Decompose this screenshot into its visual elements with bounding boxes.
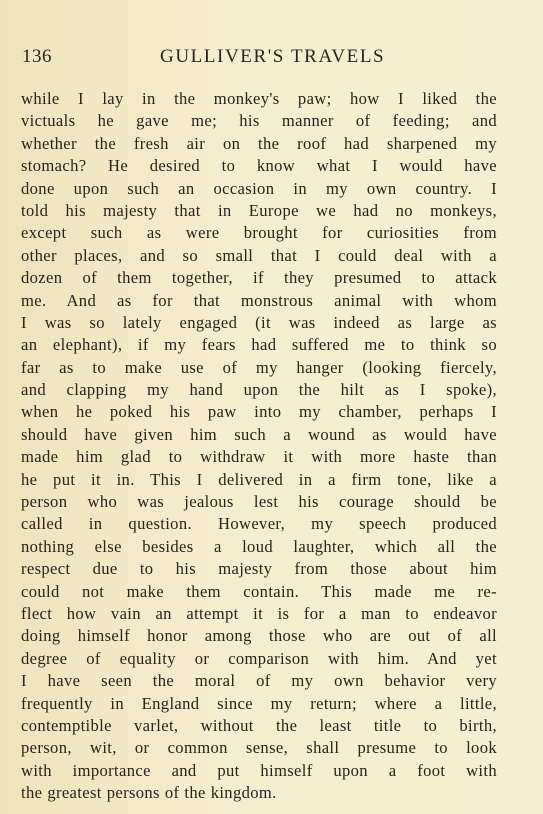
text-line: dozen of them together, if they presumed to attack (21, 268, 497, 288)
text-line: far as to make use of my hanger (looking fiercely, (21, 357, 497, 377)
text-line: other places, and so small that I could deal with a (21, 245, 497, 265)
text-line: doing himself honor among those who are out of all (21, 626, 497, 646)
text-line: while I lay in the monkey's paw; how I liked the (21, 89, 497, 108)
text-line: whether the fresh air on the roof had sharpened my (21, 133, 497, 153)
book-title: GULLIVER'S TRAVELS (160, 46, 386, 67)
text-line: me. And as for that monstrous animal with whom (21, 290, 497, 310)
text-line: respect due to his majesty from those about him (21, 559, 497, 579)
text-line: he put it in. This I delivered in a firm tone, like a (21, 469, 497, 489)
text-line: stomach? He desired to know what I would have (21, 156, 497, 176)
text-line: I have seen the moral of my own behavior very (21, 671, 497, 691)
text-line: person who was jealous lest his courage should be (21, 492, 497, 512)
page-number: 136 (22, 46, 52, 67)
text-line-last: the greatest persons of the kingdom. (21, 783, 277, 803)
text-line: could not make them contain. This made me re- (21, 581, 497, 601)
text-line: told his majesty that in Europe we had no monkeys, (21, 200, 497, 220)
text-line: flect how vain an attempt it is for a man to endeavor (21, 603, 497, 623)
text-line: I was so lately engaged (it was indeed as large as (21, 312, 497, 332)
text-line: nothing else besides a loud laughter, which all the (21, 536, 497, 556)
text-line: victuals he gave me; his manner of feeding; and (21, 111, 497, 131)
text-line: degree of equality or comparison with him. And yet (21, 648, 497, 668)
running-head (22, 46, 522, 76)
text-line: when he poked his paw into my chamber, perhaps I (21, 402, 497, 422)
text-line: called in question. However, my speech produced (21, 514, 497, 534)
text-line: with importance and put himself upon a foot with (21, 760, 497, 780)
text-line: contemptible varlet, without the least title to birth, (21, 715, 497, 735)
text-line: person, wit, or common sense, shall presume to look (21, 738, 497, 758)
text-line: frequently in England since my return; where a little, (21, 693, 497, 713)
text-line: made him glad to withdraw it with more haste than (21, 447, 497, 467)
text-line: and clapping my hand upon the hilt as I spoke), (21, 380, 497, 400)
text-line: done upon such an occasion in my own country. I (21, 178, 497, 198)
text-line: an elephant), if my fears had suffered me to think so (21, 335, 497, 355)
text-line: should have given him such a wound as would have (21, 424, 497, 444)
text-line: except such as were brought for curiosities from (21, 223, 497, 243)
body-text (21, 88, 497, 805)
